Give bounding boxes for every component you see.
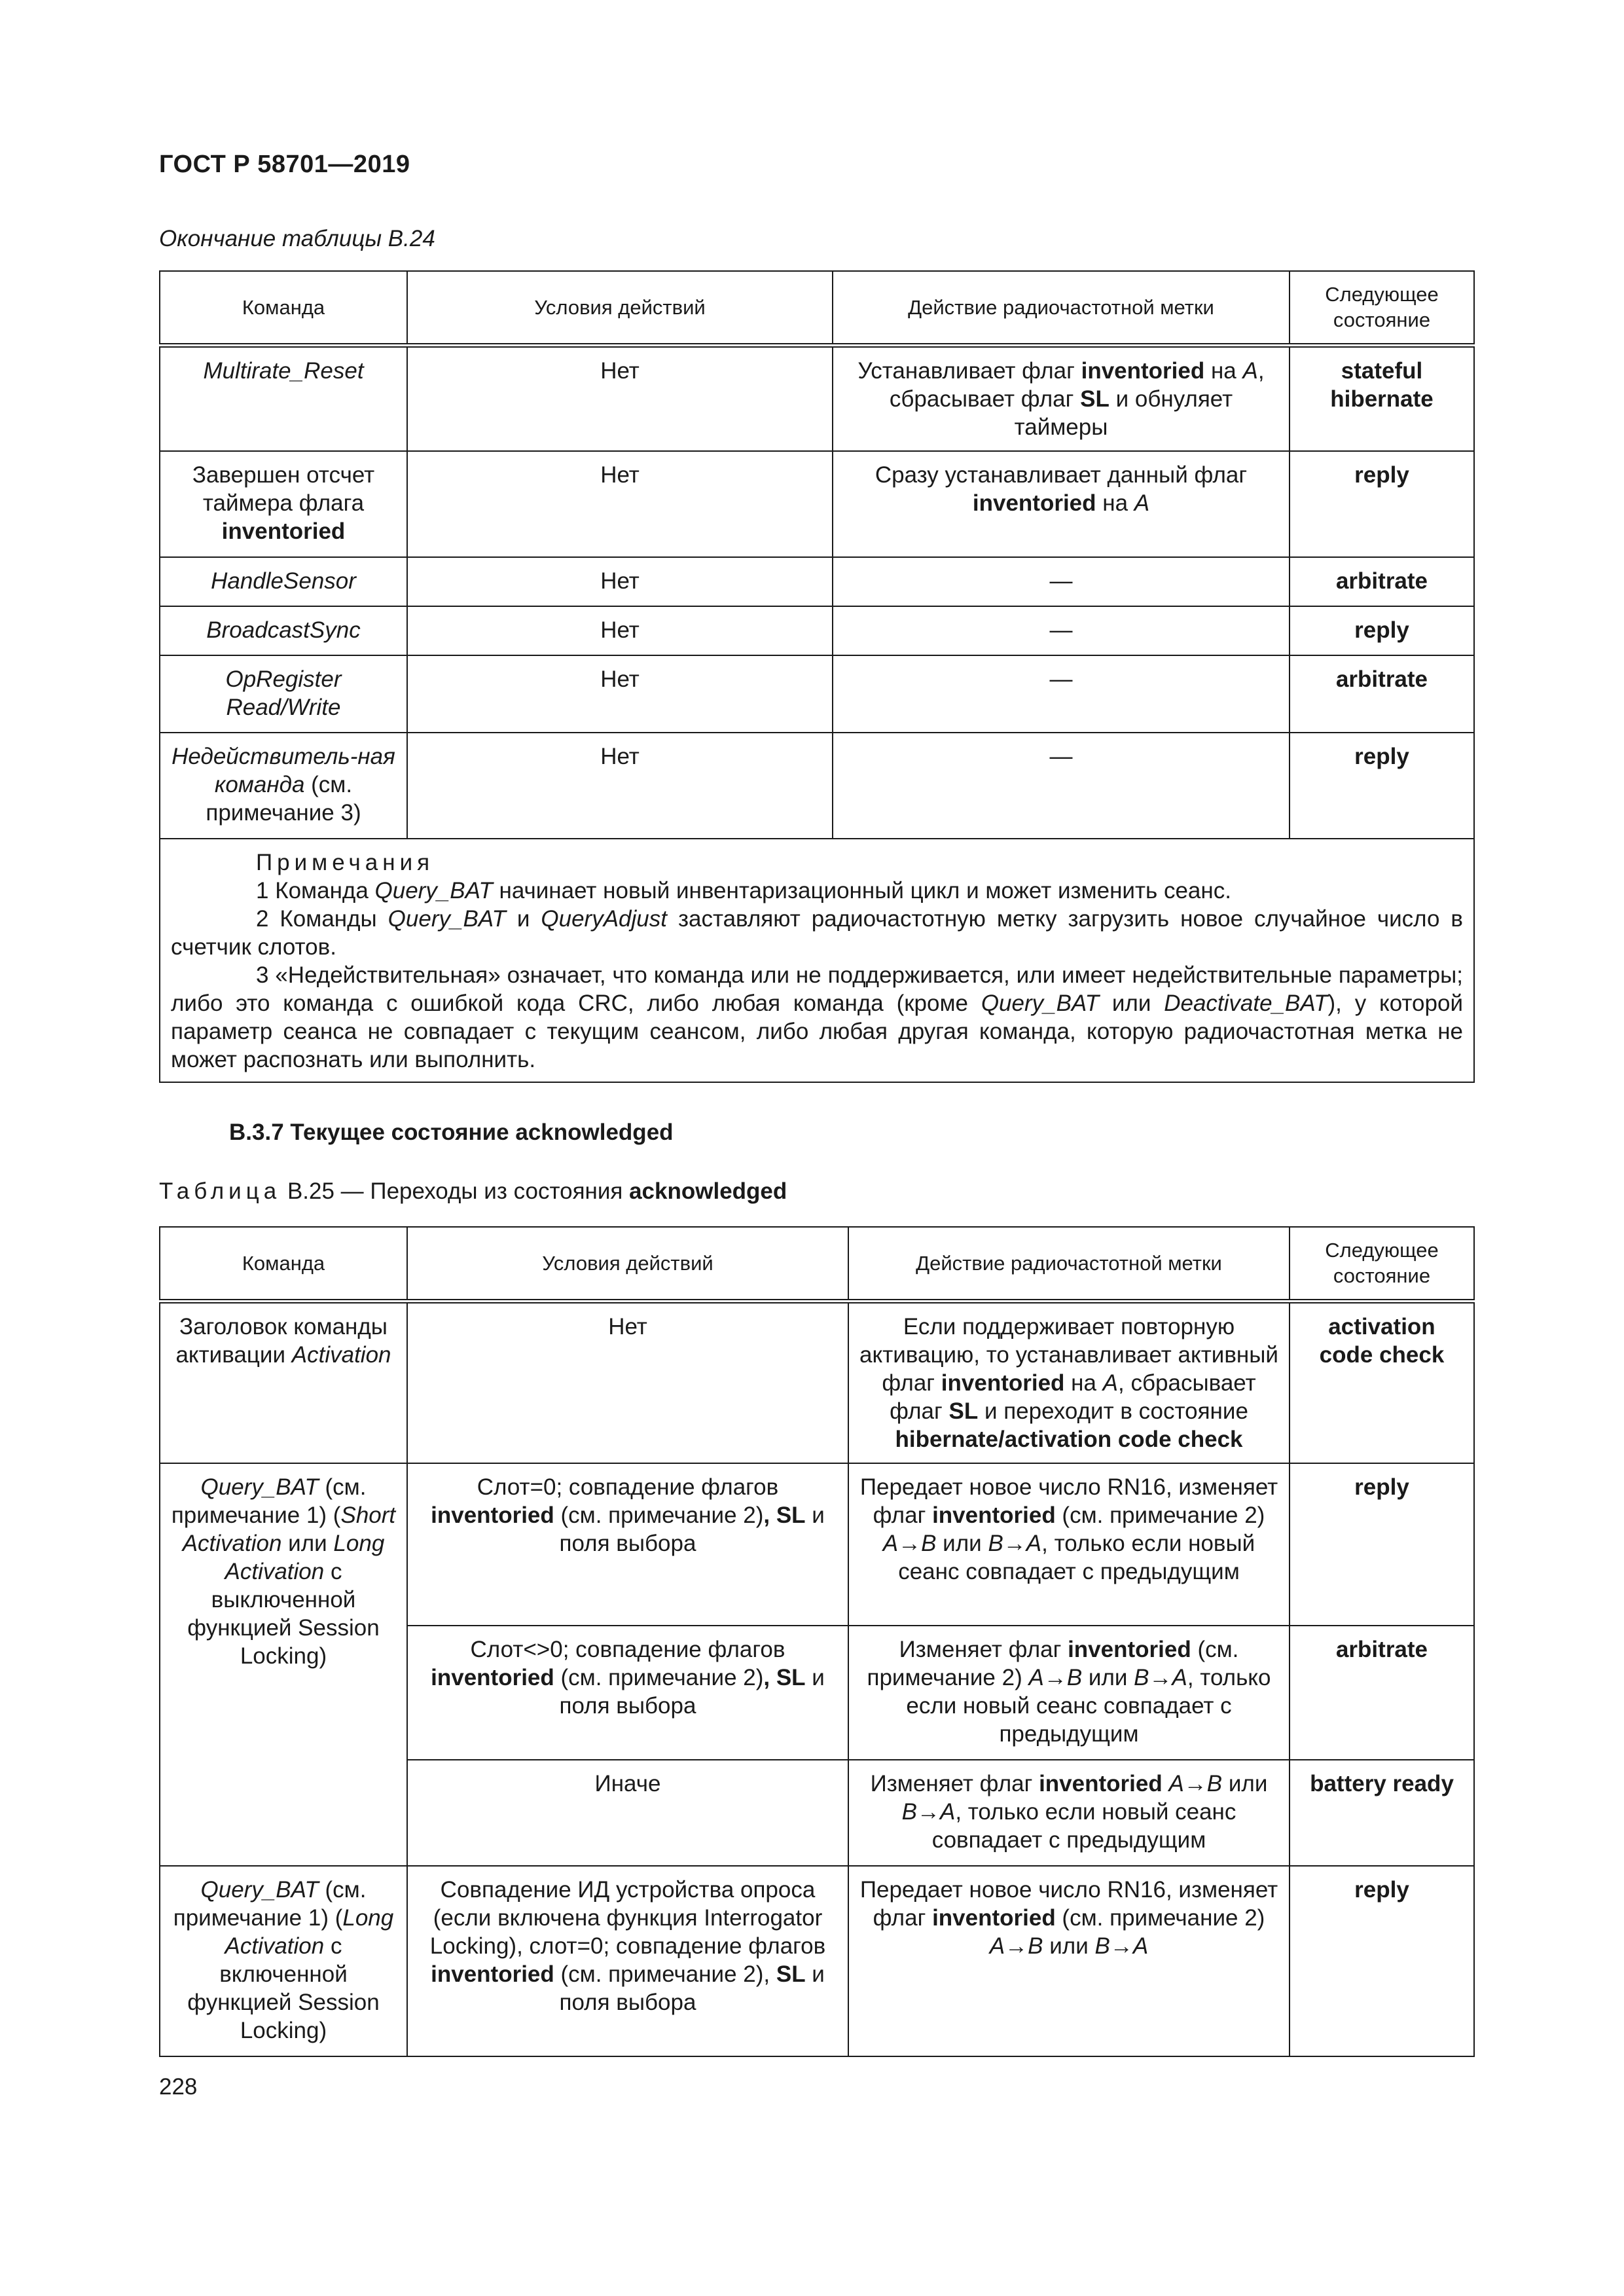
table-row [160, 733, 1474, 839]
next-state-cell: arbitrate [1290, 655, 1474, 733]
action-cell: — [833, 557, 1290, 606]
section-heading: В.3.7 Текущее состояние acknowledged [229, 1120, 674, 1145]
command-cell: OpRegister Read/Write [160, 655, 407, 733]
action-cell: Устанавливает флаг inventoried на A, сбрасывает флаг SL и обнуляет таймеры [833, 345, 1290, 451]
command-cell: Multirate_Reset [160, 345, 407, 451]
header-command: Команда [160, 1227, 407, 1301]
command-cell: Заголовок команды активации Activation [160, 1301, 407, 1463]
next-state-cell: arbitrate [1290, 1626, 1474, 1760]
conditions-cell: Нет [407, 345, 833, 451]
action-cell: Сразу устанавливает данный флаг inventoried на A [833, 451, 1290, 557]
conditions-cell: Нет [407, 655, 833, 733]
next-state-cell: stateful hibernate [1290, 345, 1474, 451]
table-row [160, 557, 1474, 606]
action-cell: — [833, 655, 1290, 733]
conditions-cell: Нет [407, 733, 833, 839]
next-state-cell: battery ready [1290, 1760, 1474, 1866]
next-state-cell: reply [1290, 1463, 1474, 1626]
page-number: 228 [159, 2074, 198, 2100]
table-row [160, 451, 1474, 557]
table-row [160, 1463, 1474, 1626]
notes-row [160, 839, 1474, 1082]
table-row [160, 345, 1474, 451]
table-header-row [160, 271, 1474, 345]
command-cell: HandleSensor [160, 557, 407, 606]
action-cell: Если поддерживает повторную активацию, то устанавливает активный флаг inventoried на A, сбрасывает флаг SL и переходит в состояние hibernate/activation code check [848, 1301, 1290, 1463]
header-conditions: Условия действий [407, 271, 833, 345]
table-b24-end [159, 270, 1475, 1083]
table-continuation-caption: Окончание таблицы В.24 [159, 226, 435, 251]
command-cell: Завершен отсчет таймера флага inventoried [160, 451, 407, 557]
action-cell: Передает новое число RN16, изменяет флаг inventoried (см. примечание 2) A→B или B→A [848, 1866, 1290, 2056]
notes-title: Примечания [256, 850, 435, 875]
table-row [160, 606, 1474, 655]
conditions-cell: Нет [407, 1301, 848, 1463]
conditions-cell: Слот=0; совпадение флагов inventoried (см. примечание 2), SL и поля выбора [407, 1463, 848, 1626]
table-row [160, 1866, 1474, 2056]
conditions-cell: Нет [407, 451, 833, 557]
next-state-cell: reply [1290, 733, 1474, 839]
conditions-cell: Слот<>0; совпадение флагов inventoried (см. примечание 2), SL и поля выбора [407, 1626, 848, 1760]
action-cell: Передает новое число RN16, изменяет флаг inventoried (см. примечание 2) A→B или B→A, только если новый сеанс совпадает с предыдущим [848, 1463, 1290, 1626]
header-command: Команда [160, 271, 407, 345]
notes-cell [160, 839, 1474, 1082]
next-state-cell: reply [1290, 1866, 1474, 2056]
next-state-cell: activation code check [1290, 1301, 1474, 1463]
next-state-cell: reply [1290, 606, 1474, 655]
action-cell: Изменяет флаг inventoried A→B или B→A, только если новый сеанс совпадает с предыдущим [848, 1760, 1290, 1866]
note-2: 2 Команды Query_BAT и QueryAdjust заставляют радиочастотную метку загрузить новое случайное число в счетчик слотов. [171, 906, 1464, 960]
header-action: Действие радиочастотной метки [848, 1227, 1290, 1301]
table-row [160, 655, 1474, 733]
header-action: Действие радиочастотной метки [833, 271, 1290, 345]
action-cell: — [833, 733, 1290, 839]
command-cell: Query_BAT (см. примечание 1) (Short Activation или Long Activation с выключенной функцией Session Locking) [160, 1463, 407, 1866]
table-row [160, 1301, 1474, 1463]
conditions-cell: Иначе [407, 1760, 848, 1866]
table-b25 [159, 1226, 1475, 2057]
next-state-cell: reply [1290, 451, 1474, 557]
action-cell: — [833, 606, 1290, 655]
header-next-state: Следующее состояние [1290, 271, 1474, 345]
header-conditions: Условия действий [407, 1227, 848, 1301]
note-3: 3 «Недействительная» означает, что команда или не поддерживается, или имеет недействительные параметры; либо это команда с ошибкой кода CRC, либо любая команда (кроме Query_BAT или Deactivate_BAT), у которой параметр сеанса не совпадает с текущим сеансом, либо любая другая команда, которую радиочастотная метка не может распознать или выполнить. [171, 962, 1463, 1072]
command-cell: Query_BAT (см. примечание 1) (Long Activation с включенной функцией Session Locking) [160, 1866, 407, 2056]
conditions-cell: Совпадение ИД устройства опроса (если включена функция Interrogator Locking), слот=0; совпадение флагов inventoried (см. примечание 2), SL и поля выбора [407, 1866, 848, 2056]
note-1: 1 Команда Query_BAT начинает новый инвентаризационный цикл и может изменить сеанс. [256, 878, 1231, 903]
table-b25-caption: Таблица В.25 — Переходы из состояния acknowledged [159, 1178, 787, 1204]
next-state-cell: arbitrate [1290, 557, 1474, 606]
conditions-cell: Нет [407, 557, 833, 606]
command-cell: Недействитель-ная команда (см. примечание 3) [160, 733, 407, 839]
conditions-cell: Нет [407, 606, 833, 655]
table-header-row [160, 1227, 1474, 1301]
action-cell: Изменяет флаг inventoried (см. примечание 2) A→B или B→A, только если новый сеанс совпадает с предыдущим [848, 1626, 1290, 1760]
document-title: ГОСТ Р 58701—2019 [159, 151, 410, 178]
header-next-state: Следующее состояние [1290, 1227, 1474, 1301]
command-cell: BroadcastSync [160, 606, 407, 655]
